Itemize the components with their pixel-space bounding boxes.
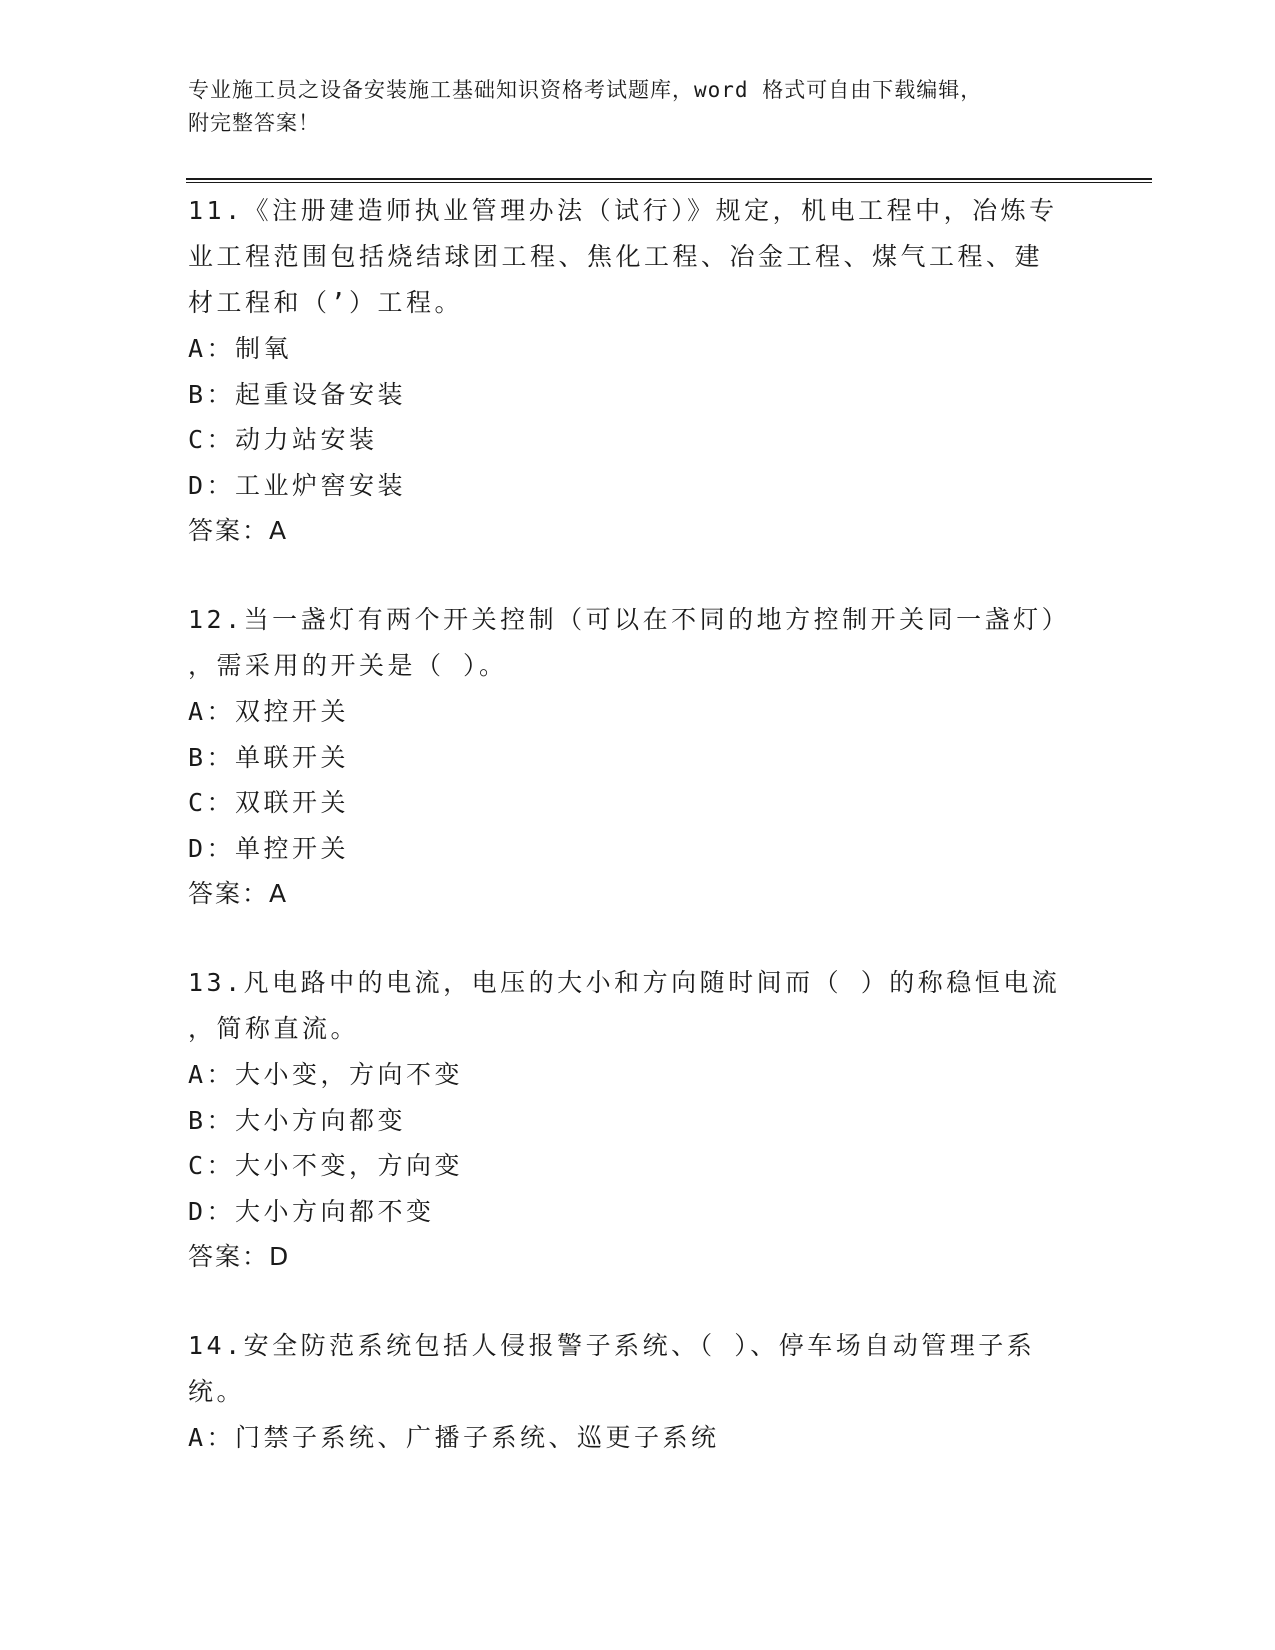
question-text-line: ，需采用的开关是（ ）。 xyxy=(188,651,508,680)
option-a: A：门禁子系统、广播子系统、巡更子系统 xyxy=(188,1423,720,1452)
question-text-line: 12.当一盏灯有两个开关控制（可以在不同的地方控制开关同一盏灯） xyxy=(188,605,1071,634)
question-text-line: ，简称直流。 xyxy=(188,1014,360,1043)
option-b: B：大小方向都变 xyxy=(188,1105,407,1135)
question-list xyxy=(188,188,1088,1504)
question-text-line: 13.凡电路中的电流，电压的大小和方向随时间而（ ）的称稳恒电流 xyxy=(188,968,1061,997)
header-line-2: 附完整答案！ xyxy=(188,111,320,135)
answer-label: 答案：A xyxy=(188,516,289,545)
header-line-1: 专业施工员之设备安装施工基础知识资格考试题库，word 格式可自由下载编辑， xyxy=(188,78,983,102)
header-divider xyxy=(186,178,1152,183)
option-c: C：大小不变，方向变 xyxy=(188,1151,464,1180)
question-text-line: 材工程和（’）工程。 xyxy=(188,288,464,317)
document-header xyxy=(188,74,1088,140)
question-text-line: 11.《注册建造师执业管理办法（试行）》规定，机电工程中，冶炼专 xyxy=(188,196,1058,225)
answer-label: 答案：A xyxy=(188,879,289,908)
answer-label: 答案：D xyxy=(188,1242,291,1271)
question-11 xyxy=(188,188,1088,554)
option-a: A：双控开关 xyxy=(188,697,350,726)
option-d: D：工业炉窖安装 xyxy=(188,470,407,500)
option-d: D：大小方向都不变 xyxy=(188,1196,435,1226)
option-b: B：起重设备安装 xyxy=(188,379,407,409)
option-c: C：双联开关 xyxy=(188,788,350,817)
question-14 xyxy=(188,1323,1088,1461)
question-text-line: 14.安全防范系统包括人侵报警子系统、（ ）、停车场自动管理子系 xyxy=(188,1331,1036,1360)
option-b: B：单联开关 xyxy=(188,742,350,772)
option-d: D：单控开关 xyxy=(188,833,350,863)
option-c: C：动力站安装 xyxy=(188,425,378,454)
question-12 xyxy=(188,597,1088,917)
option-a: A：大小变，方向不变 xyxy=(188,1060,464,1089)
question-text-line: 统。 xyxy=(188,1377,246,1406)
option-a: A：制氧 xyxy=(188,334,293,363)
question-text-line: 业工程范围包括烧结球团工程、焦化工程、冶金工程、煤气工程、建 xyxy=(188,242,1044,271)
question-13 xyxy=(188,960,1088,1280)
